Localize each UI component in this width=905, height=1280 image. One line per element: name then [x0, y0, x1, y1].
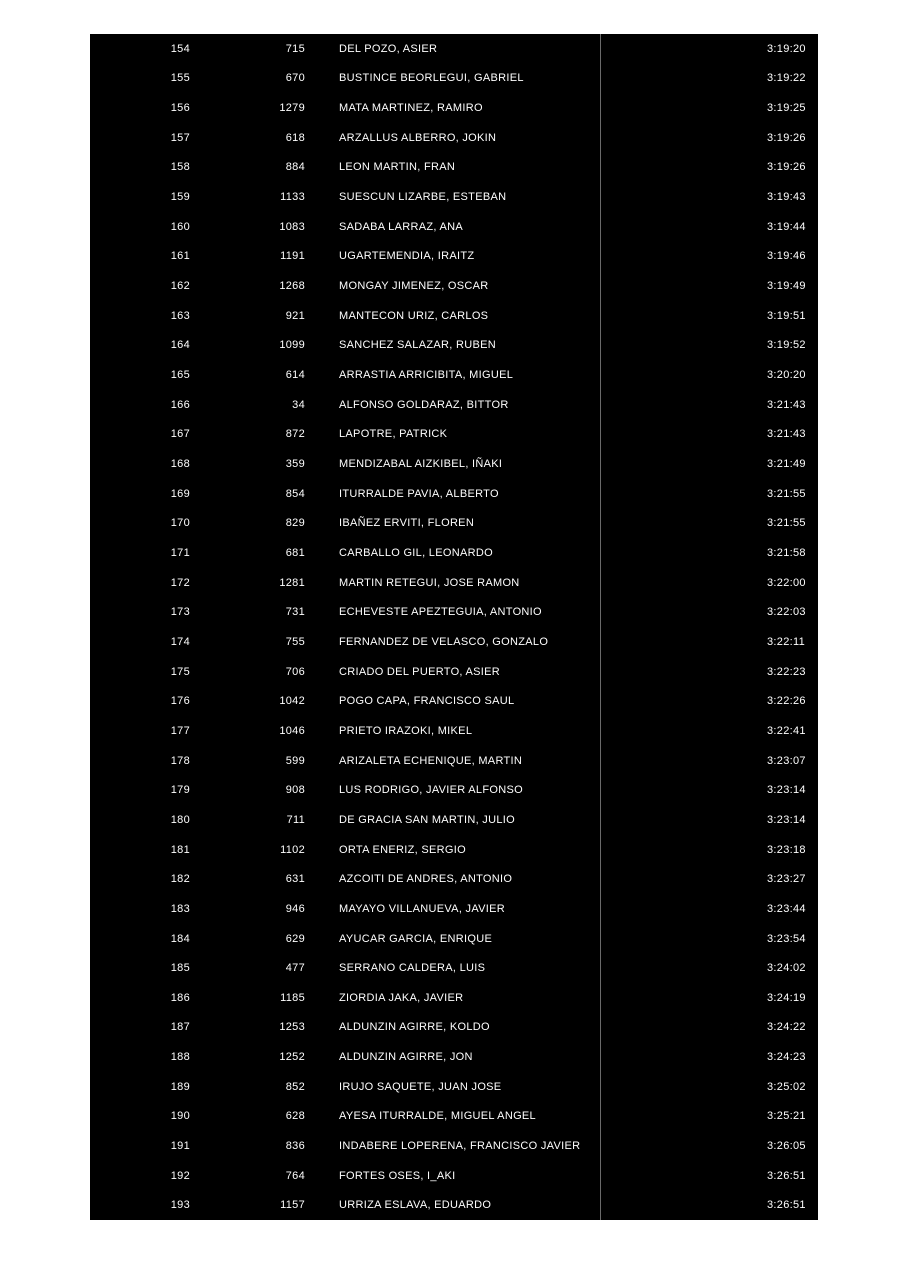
cell-spacer	[644, 597, 752, 627]
table-row	[90, 34, 818, 64]
table-row	[90, 509, 818, 539]
cell-name: AYUCAR GARCIA, ENRIQUE	[339, 932, 493, 945]
cell-position: 174	[170, 635, 190, 648]
cell-bib: 34	[292, 398, 305, 411]
cell-bib: 1042	[279, 695, 305, 708]
cell-spacer	[644, 301, 752, 331]
cell-spacer	[644, 1042, 752, 1072]
cell-position: 163	[170, 309, 190, 322]
table-row	[90, 775, 818, 805]
cell-time: 3:19:44	[767, 220, 806, 233]
table-row	[90, 1042, 818, 1072]
cell-position: 168	[170, 458, 190, 471]
cell-spacer	[644, 716, 752, 746]
cell-bib: 1046	[279, 724, 305, 737]
cell-name: SADABA LARRAZ, ANA	[339, 220, 463, 233]
cell-spacer	[644, 746, 752, 776]
cell-position: 169	[170, 487, 190, 500]
table-row	[90, 627, 818, 657]
cell-name: ARZALLUS ALBERRO, JOKIN	[339, 131, 497, 144]
table-row	[90, 479, 818, 509]
cell-spacer	[644, 509, 752, 539]
cell-name: ALDUNZIN AGIRRE, KOLDO	[339, 1021, 490, 1034]
cell-position: 179	[170, 784, 190, 797]
cell-spacer	[644, 34, 752, 64]
cell-time: 3:19:26	[767, 161, 806, 174]
cell-time: 3:19:52	[767, 339, 806, 352]
table-row	[90, 716, 818, 746]
cell-position: 170	[170, 517, 190, 530]
cell-name: DE GRACIA SAN MARTIN, JULIO	[339, 813, 515, 826]
cell-spacer	[644, 657, 752, 687]
cell-name: SERRANO CALDERA, LUIS	[339, 962, 486, 975]
cell-name: SANCHEZ SALAZAR, RUBEN	[339, 339, 496, 352]
table-row	[90, 1072, 818, 1102]
cell-position: 182	[170, 873, 190, 886]
cell-spacer	[644, 1072, 752, 1102]
table-row	[90, 271, 818, 301]
cell-position: 171	[170, 546, 190, 559]
cell-spacer	[644, 1131, 752, 1161]
cell-spacer	[644, 805, 752, 835]
cell-name: POGO CAPA, FRANCISCO SAUL	[339, 695, 515, 708]
cell-time: 3:19:26	[767, 131, 806, 144]
cell-position: 161	[170, 250, 190, 263]
cell-time: 3:23:14	[767, 813, 806, 826]
cell-time: 3:19:51	[767, 309, 806, 322]
cell-position: 177	[170, 724, 190, 737]
cell-position: 167	[170, 428, 190, 441]
table-row	[90, 212, 818, 242]
table-row	[90, 597, 818, 627]
cell-name: DEL POZO, ASIER	[339, 42, 438, 55]
cell-position: 190	[170, 1110, 190, 1123]
cell-time: 3:19:46	[767, 250, 806, 263]
cell-position: 183	[170, 902, 190, 915]
cell-position: 160	[170, 220, 190, 233]
cell-name: ITURRALDE PAVIA, ALBERTO	[339, 487, 499, 500]
cell-spacer	[644, 153, 752, 183]
cell-time: 3:24:22	[767, 1021, 806, 1034]
cell-spacer	[644, 271, 752, 301]
cell-time: 3:22:00	[767, 576, 806, 589]
results-sheet	[90, 34, 818, 1220]
cell-bib: 1185	[280, 991, 305, 1004]
cell-position: 187	[170, 1021, 190, 1034]
cell-bib: 1191	[280, 250, 305, 263]
cell-bib: 854	[285, 487, 305, 500]
table-row	[90, 449, 818, 479]
cell-bib: 614	[285, 369, 305, 382]
cell-time: 3:24:19	[767, 991, 806, 1004]
table-row	[90, 390, 818, 420]
cell-spacer	[644, 390, 752, 420]
cell-position: 165	[170, 369, 190, 382]
cell-spacer	[644, 775, 752, 805]
cell-time: 3:26:05	[767, 1140, 806, 1153]
cell-time: 3:23:27	[767, 873, 806, 886]
cell-spacer	[644, 924, 752, 954]
cell-name: MANTECON URIZ, CARLOS	[339, 309, 489, 322]
cell-time: 3:24:23	[767, 1051, 806, 1064]
table-row	[90, 864, 818, 894]
table-row	[90, 538, 818, 568]
table-row	[90, 835, 818, 865]
cell-spacer	[644, 568, 752, 598]
cell-spacer	[644, 686, 752, 716]
cell-spacer	[644, 627, 752, 657]
cell-spacer	[644, 449, 752, 479]
results-table	[90, 34, 818, 1220]
cell-time: 3:19:20	[767, 42, 806, 55]
cell-time: 3:24:02	[767, 962, 806, 975]
cell-name: CRIADO DEL PUERTO, ASIER	[339, 665, 501, 678]
cell-position: 191	[170, 1140, 190, 1153]
table-row	[90, 1191, 818, 1220]
cell-time: 3:26:51	[767, 1169, 806, 1182]
cell-name: ARRASTIA ARRICIBITA, MIGUEL	[339, 369, 514, 382]
cell-bib: 629	[285, 932, 305, 945]
cell-spacer	[644, 212, 752, 242]
table-row	[90, 746, 818, 776]
cell-time: 3:20:20	[767, 369, 806, 382]
table-row	[90, 686, 818, 716]
cell-position: 186	[170, 991, 190, 1004]
table-row	[90, 805, 818, 835]
cell-position: 157	[170, 131, 190, 144]
cell-name: URRIZA ESLAVA, EDUARDO	[339, 1199, 492, 1212]
cell-bib: 711	[286, 813, 305, 826]
cell-name: ALDUNZIN AGIRRE, JON	[339, 1051, 473, 1064]
cell-name: ECHEVESTE APEZTEGUIA, ANTONIO	[339, 606, 542, 619]
cell-position: 176	[170, 695, 190, 708]
cell-position: 173	[170, 606, 190, 619]
cell-bib: 681	[285, 546, 305, 559]
cell-bib: 884	[285, 161, 305, 174]
cell-bib: 946	[285, 902, 305, 915]
cell-position: 172	[170, 576, 190, 589]
cell-bib: 1099	[279, 339, 305, 352]
cell-time: 3:23:07	[767, 754, 806, 767]
cell-spacer	[644, 360, 752, 390]
cell-time: 3:23:54	[767, 932, 806, 945]
table-row	[90, 182, 818, 212]
cell-name: ORTA ENERIZ, SERGIO	[339, 843, 466, 856]
cell-bib: 618	[285, 131, 305, 144]
cell-time: 3:21:55	[767, 487, 806, 500]
table-row	[90, 64, 818, 94]
cell-time: 3:19:43	[767, 191, 806, 204]
cell-time: 3:21:43	[767, 398, 806, 411]
cell-bib: 1252	[279, 1051, 305, 1064]
results-table-body	[90, 34, 818, 1220]
cell-spacer	[644, 1013, 752, 1043]
cell-name: MATA MARTINEZ, RAMIRO	[339, 102, 483, 115]
cell-spacer	[644, 538, 752, 568]
cell-time: 3:25:21	[767, 1110, 806, 1123]
cell-bib: 477	[285, 962, 305, 975]
cell-name: AZCOITI DE ANDRES, ANTONIO	[339, 873, 513, 886]
table-row	[90, 153, 818, 183]
cell-position: 180	[170, 813, 190, 826]
cell-name: SUESCUN LIZARBE, ESTEBAN	[339, 191, 507, 204]
cell-spacer	[644, 1161, 752, 1191]
cell-bib: 1279	[279, 102, 305, 115]
cell-name: MONGAY JIMENEZ, OSCAR	[339, 280, 489, 293]
cell-spacer	[644, 864, 752, 894]
cell-position: 166	[170, 398, 190, 411]
cell-name: ALFONSO GOLDARAZ, BITTOR	[339, 398, 509, 411]
table-row	[90, 123, 818, 153]
cell-time: 3:25:02	[767, 1080, 806, 1093]
cell-position: 185	[170, 962, 190, 975]
cell-name: CARBALLO GIL, LEONARDO	[339, 546, 493, 559]
cell-bib: 852	[285, 1080, 305, 1093]
table-row	[90, 983, 818, 1013]
cell-position: 192	[170, 1169, 190, 1182]
table-row	[90, 657, 818, 687]
cell-bib: 706	[285, 665, 305, 678]
cell-name: ARIZALETA ECHENIQUE, MARTIN	[339, 754, 523, 767]
cell-spacer	[644, 1191, 752, 1220]
cell-position: 164	[170, 339, 190, 352]
cell-name: UGARTEMENDIA, IRAITZ	[339, 250, 475, 263]
table-row	[90, 568, 818, 598]
table-row	[90, 360, 818, 390]
cell-name: BUSTINCE BEORLEGUI, GABRIEL	[339, 72, 524, 85]
cell-position: 189	[170, 1080, 190, 1093]
cell-bib: 1133	[280, 191, 305, 204]
table-row	[90, 1013, 818, 1043]
cell-bib: 1157	[280, 1199, 305, 1212]
cell-bib: 1083	[279, 220, 305, 233]
cell-bib: 1281	[279, 576, 305, 589]
cell-position: 188	[170, 1051, 190, 1064]
table-row	[90, 924, 818, 954]
cell-position: 175	[170, 665, 190, 678]
cell-bib: 921	[285, 309, 305, 322]
table-row	[90, 420, 818, 450]
cell-spacer	[644, 953, 752, 983]
cell-bib: 1102	[280, 843, 305, 856]
cell-spacer	[644, 123, 752, 153]
cell-spacer	[644, 182, 752, 212]
cell-time: 3:22:11	[767, 635, 805, 648]
cell-time: 3:22:03	[767, 606, 806, 619]
table-row	[90, 93, 818, 123]
cell-time: 3:23:44	[767, 902, 806, 915]
cell-time: 3:22:23	[767, 665, 806, 678]
cell-spacer	[644, 479, 752, 509]
table-row	[90, 894, 818, 924]
cell-bib: 628	[285, 1110, 305, 1123]
table-row	[90, 242, 818, 272]
cell-position: 162	[170, 280, 190, 293]
table-row	[90, 1131, 818, 1161]
cell-name: LAPOTRE, PATRICK	[339, 428, 448, 441]
table-row	[90, 1102, 818, 1132]
cell-bib: 829	[285, 517, 305, 530]
table-row	[90, 301, 818, 331]
table-row	[90, 1161, 818, 1191]
cell-time: 3:19:49	[767, 280, 806, 293]
cell-bib: 715	[285, 42, 305, 55]
cell-name: FERNANDEZ DE VELASCO, GONZALO	[339, 635, 549, 648]
cell-bib: 908	[285, 784, 305, 797]
table-row	[90, 953, 818, 983]
cell-time: 3:19:25	[767, 102, 806, 115]
cell-spacer	[644, 420, 752, 450]
cell-spacer	[644, 242, 752, 272]
cell-time: 3:21:43	[767, 428, 806, 441]
cell-position: 156	[170, 102, 190, 115]
cell-name: FORTES OSES, I_AKI	[339, 1169, 456, 1182]
cell-name: LEON MARTIN, FRAN	[339, 161, 456, 174]
cell-time: 3:21:58	[767, 546, 806, 559]
cell-spacer	[644, 93, 752, 123]
cell-bib: 1253	[279, 1021, 305, 1034]
cell-spacer	[644, 64, 752, 94]
cell-name: INDABERE LOPERENA, FRANCISCO JAVIER	[339, 1140, 581, 1153]
cell-bib: 670	[285, 72, 305, 85]
cell-name: ZIORDIA JAKA, JAVIER	[339, 991, 464, 1004]
cell-bib: 599	[285, 754, 305, 767]
cell-time: 3:22:41	[767, 724, 806, 737]
cell-name: IRUJO SAQUETE, JUAN JOSE	[339, 1080, 502, 1093]
cell-position: 193	[170, 1199, 190, 1212]
cell-position: 159	[170, 191, 190, 204]
cell-time: 3:21:55	[767, 517, 806, 530]
cell-position: 155	[170, 72, 190, 85]
cell-spacer	[644, 331, 752, 361]
cell-spacer	[644, 894, 752, 924]
cell-spacer	[644, 835, 752, 865]
cell-name: LUS RODRIGO, JAVIER ALFONSO	[339, 784, 523, 797]
cell-bib: 836	[285, 1140, 305, 1153]
cell-name: PRIETO IRAZOKI, MIKEL	[339, 724, 473, 737]
cell-name: AYESA ITURRALDE, MIGUEL ANGEL	[339, 1110, 536, 1123]
cell-name: IBAÑEZ ERVITI, FLOREN	[339, 517, 475, 530]
cell-spacer	[644, 1102, 752, 1132]
cell-bib: 731	[285, 606, 305, 619]
cell-position: 178	[170, 754, 190, 767]
table-row	[90, 331, 818, 361]
cell-name: MAYAYO VILLANUEVA, JAVIER	[339, 902, 506, 915]
cell-time: 3:22:26	[767, 695, 806, 708]
cell-bib: 755	[285, 635, 305, 648]
cell-bib: 764	[285, 1169, 305, 1182]
cell-time: 3:23:18	[767, 843, 806, 856]
cell-time: 3:26:51	[767, 1199, 806, 1212]
cell-bib: 631	[285, 873, 305, 886]
cell-position: 158	[170, 161, 190, 174]
cell-time: 3:21:49	[767, 458, 806, 471]
cell-bib: 1268	[279, 280, 305, 293]
cell-time: 3:23:14	[767, 784, 806, 797]
cell-position: 154	[170, 42, 190, 55]
cell-bib: 359	[285, 458, 305, 471]
cell-bib: 872	[285, 428, 305, 441]
cell-position: 184	[170, 932, 190, 945]
cell-name: MARTIN RETEGUI, JOSE RAMON	[339, 576, 520, 589]
cell-position: 181	[170, 843, 190, 856]
cell-spacer	[644, 983, 752, 1013]
cell-name: MENDIZABAL AIZKIBEL, IÑAKI	[339, 458, 503, 471]
cell-time: 3:19:22	[767, 72, 806, 85]
